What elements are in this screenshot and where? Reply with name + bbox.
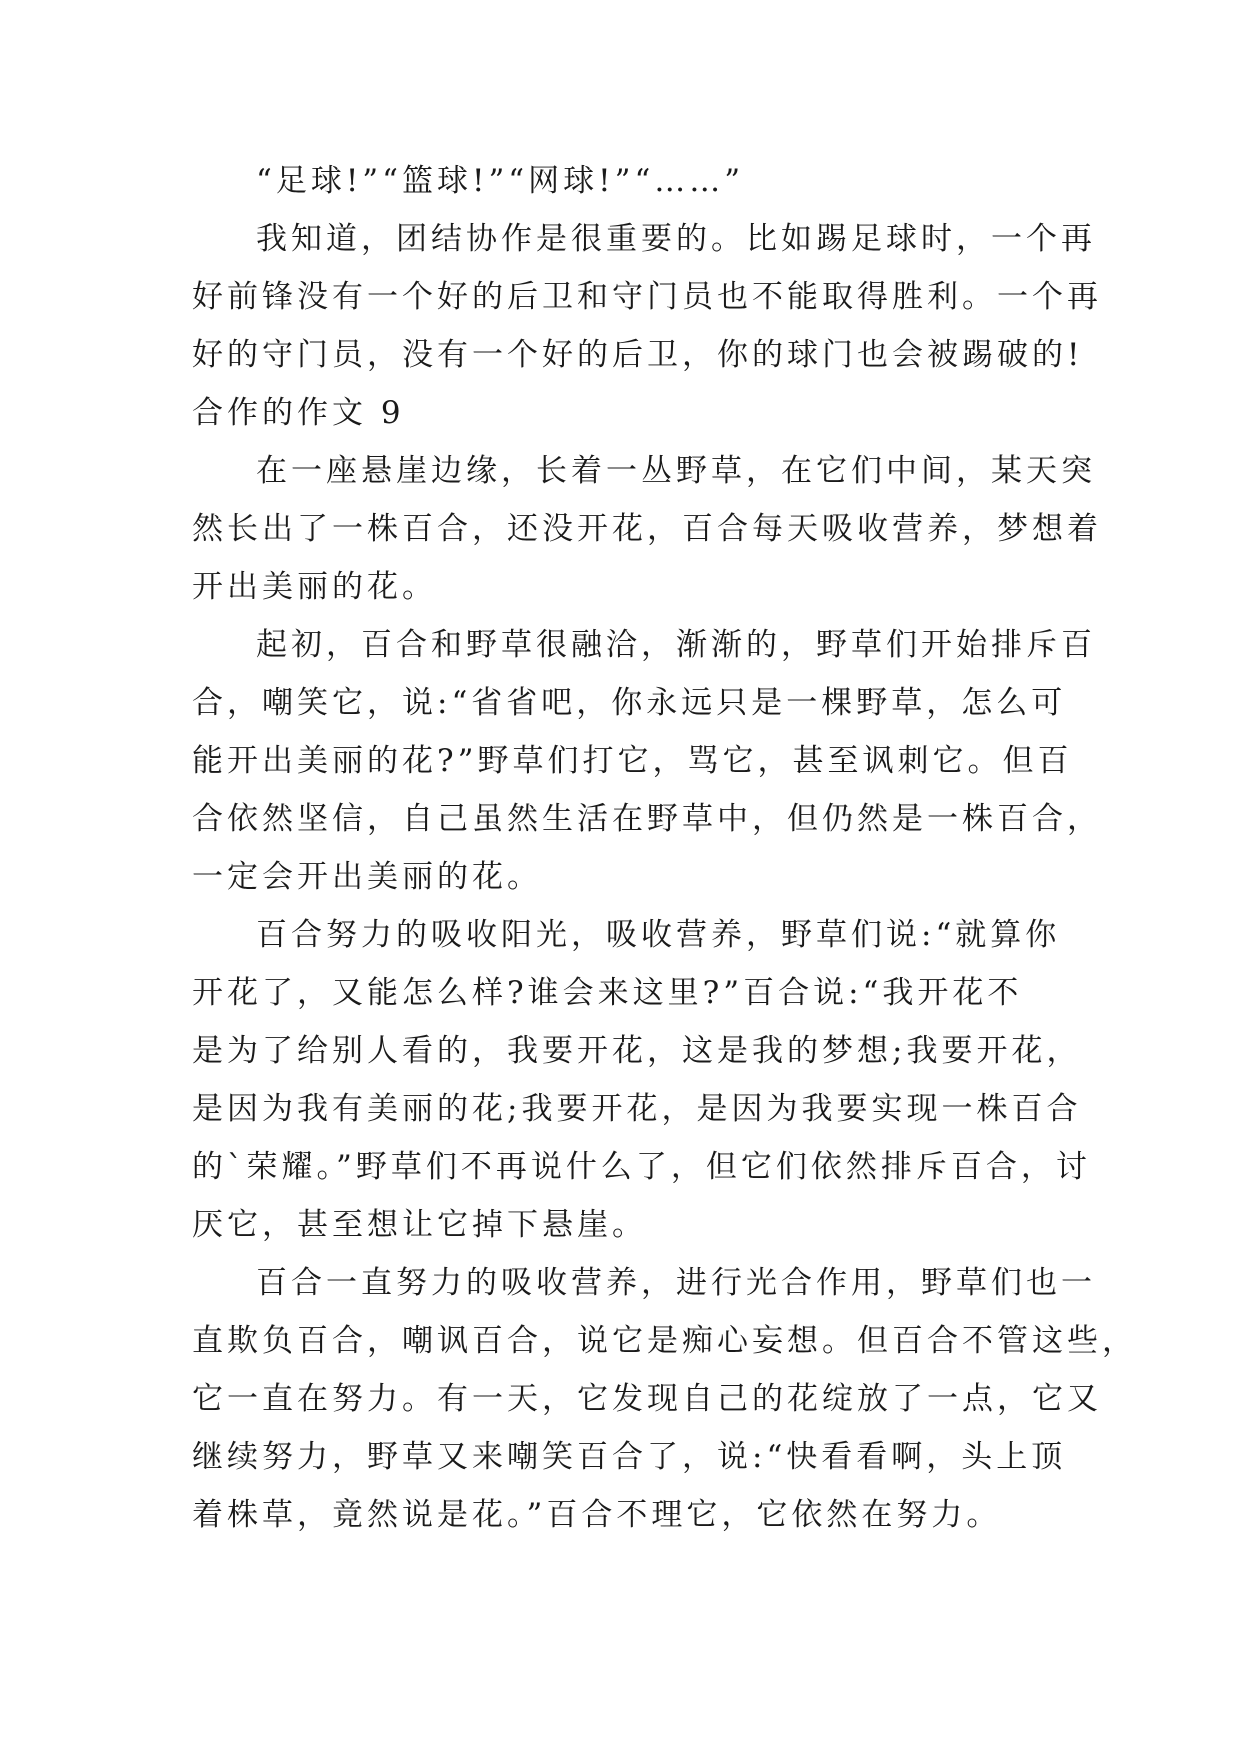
text-line-14: 百合努力的吸收阳光，吸收营养，野草们说:“就算你 <box>256 917 1061 953</box>
text-line-4: 好的守门员，没有一个好的后卫，你的球门也会被踢破的! <box>192 337 1084 373</box>
text-line-6: 在一座悬崖边缘，长着一丛野草，在它们中间，某天突 <box>256 453 1096 489</box>
text-line-8: 开出美丽的花。 <box>192 569 437 605</box>
text-line-2: 我知道，团结协作是很重要的。比如踢足球时，一个再 <box>256 221 1096 257</box>
document-body <box>192 152 1137 1544</box>
text-line-10: 合，嘲笑它，说:“省省吧，你永远只是一棵野草，怎么可 <box>192 685 1067 721</box>
text-line-12: 合依然坚信，自己虽然生活在野草中，但仍然是一株百合， <box>192 801 1102 837</box>
text-line-24: 着株草，竟然说是花。”百合不理它，它依然在努力。 <box>192 1497 1002 1533</box>
text-line-1: “足球!”“篮球!”“网球!”“……” <box>256 163 745 199</box>
text-line-7: 然长出了一株百合，还没开花，百合每天吸收营养，梦想着 <box>192 511 1102 547</box>
text-line-3: 好前锋没有一个好的后卫和守门员也不能取得胜利。一个再 <box>192 279 1102 315</box>
text-line-23: 继续努力，野草又来嘲笑百合了，说:“快看看啊，头上顶 <box>192 1439 1067 1475</box>
text-line-18: 的`荣耀。”野草们不再说什么了，但它们依然排斥百合，讨 <box>192 1149 1091 1185</box>
text-line-21: 直欺负百合，嘲讽百合，说它是痴心妄想。但百合不管这些， <box>192 1323 1137 1359</box>
text-line-16: 是为了给别人看的，我要开花，这是我的梦想;我要开花， <box>192 1033 1082 1069</box>
text-line-15: 开花了，又能怎么样?谁会来这里?”百合说:“我开花不 <box>192 975 1023 1011</box>
text-line-22: 它一直在努力。有一天，它发现自己的花绽放了一点，它又 <box>192 1381 1102 1417</box>
text-line-13: 一定会开出美丽的花。 <box>192 859 542 895</box>
text-line-20: 百合一直努力的吸收营养，进行光合作用，野草们也一 <box>256 1265 1096 1301</box>
text-line-9: 起初，百合和野草很融洽，渐渐的，野草们开始排斥百 <box>256 627 1096 663</box>
section-heading: 合作的作文 9 <box>192 395 405 431</box>
text-line-19: 厌它，甚至想让它掉下悬崖。 <box>192 1207 647 1243</box>
text-line-17: 是因为我有美丽的花;我要开花，是因为我要实现一株百合 <box>192 1091 1082 1127</box>
text-line-11: 能开出美丽的花?”野草们打它，骂它，甚至讽刺它。但百 <box>192 743 1073 779</box>
